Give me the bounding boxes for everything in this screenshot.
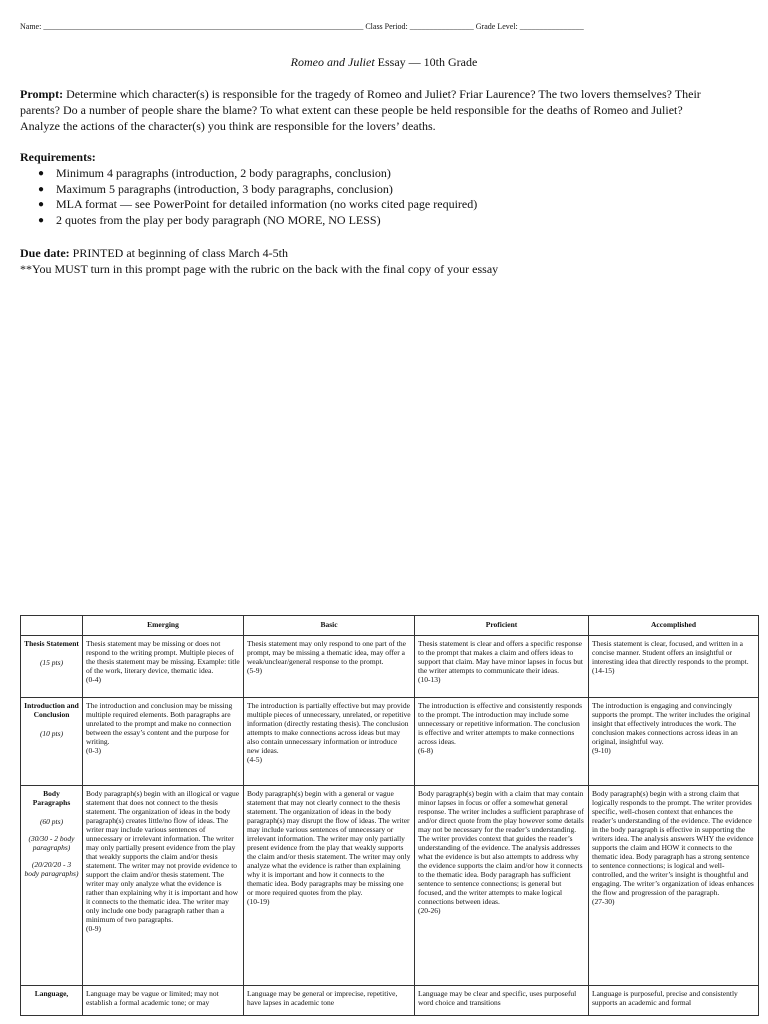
rubric-header-accomplished: Accomplished [589,616,759,636]
prompt-paragraph [20,86,710,134]
rubric-header-emerging: Emerging [83,616,244,636]
rubric-cell: The introduction is effective and consistently responds to the prompt. The introduction may include some unnecessary or repetitive information. The conclusion is effective and writer attempts to make connections across ideas. (6-8) [415,698,589,786]
rubric-row-body-paragraphs [21,786,759,986]
rubric-row-thesis [21,636,759,698]
class-period-blank[interactable]: ________________ [409,22,474,31]
requirements-heading: Requirements: [20,150,96,164]
rubric-header-basic: Basic [244,616,415,636]
criterion-cell: Body Paragraphs (60 pts) (30/30 - 2 body paragraphs) (20/20/20 - 3 body paragraphs) [21,786,83,986]
rubric-cell: The introduction is engaging and convincingly supports the prompt. The writer includes the original insight that effectively introduces the work. The conclusion makes connections across ideas in an original, insightful way. (9-10) [589,698,759,786]
document-title [0,55,768,70]
rubric-cell: Thesis statement may only respond to one part of the prompt, may be missing a thematic idea, may offer a weak/unclear/general response to the prompt. (5-9) [244,636,415,698]
requirement-item: ● MLA format — see PowerPoint for detailed information (no works cited page required) [38,197,478,211]
rubric-cell: Body paragraph(s) begin with a claim that may contain minor lapses in focus or offer a somewhat general response. The writer includes a sufficient paraphrase of and/or direct quote from the play however some details may not be necessary for the reader’s understanding. The writer provides context that guides the reader’s understanding of the evidence. The analysis addresses what the evidence is but also attempts to address why the evidence supports the claim and/or how it connects to the thematic idea. Body paragraph has sufficient sentence to sentence connections; is general but focused, and the writer attempts to make logical connections between ideas. (20-26) [415,786,589,986]
prompt-label: Prompt: [20,87,64,101]
requirement-item: ● Maximum 5 paragraphs (introduction, 3 body paragraphs, conclusion) [38,181,393,196]
rubric-cell: The introduction and conclusion may be missing multiple required elements. Both paragraphs are unrelated to the prompt and make no connection between the essay’s content and the purpose for writing. (0-3) [83,698,244,786]
rubric-cell: Body paragraph(s) begin with a strong claim that logically responds to the prompt. The writer provides specific, well-chosen context that enhances the reader’s understanding of the evidence. The evidence in the body paragraph is effective in supporting the writers idea. The analysis answers WHY the evidence supports the claim and HOW it connects to the thematic idea. Body paragraph has a strong sentence to sentence connections; is logical and well-controlled, and the writer’s insight is thoughtful and engaging. The writer’s organization of ideas enhances the flow and progression of the paragraph. (27-30) [589,786,759,986]
bullet-icon: ● [38,199,45,210]
due-date-text: PRINTED at beginning of class March 4-5th [69,246,288,260]
rubric-cell: Language is purposeful, precise and consistently supports an academic and formal [589,986,759,1016]
title-rest: Essay — 10th Grade [374,55,478,69]
bullet-icon: ● [38,183,45,195]
student-info-line [20,22,760,31]
requirement-item: ● Minimum 4 paragraphs (introduction, 2 body paragraphs, conclusion) [38,166,391,180]
rubric-cell: Language may be clear and specific, uses purposeful word choice and transitions [415,986,589,1016]
bullet-icon: ● [38,168,45,179]
bullet-icon: ● [38,214,45,226]
rubric-row-language [21,986,759,1016]
rubric-cell: Thesis statement is clear and offers a specific response to the prompt that makes a claim and offers ideas to support that claim. May have minor lapses in focus but the writer attempts to communicate their ideas. (10-13) [415,636,589,698]
name-label: Name: [20,22,42,31]
name-blank[interactable]: ________________________________________________________________________________ [43,22,364,31]
rubric-cell: Language may be general or imprecise, repetitive, have lapses in academic tone [244,986,415,1016]
rubric-table [20,615,759,1016]
class-period-label: Class Period: [365,22,408,31]
prompt-text: Determine which character(s) is responsible for the tragedy of Romeo and Juliet? Friar Laurence? The two lovers themselves? Their parents? Do a number of people share the blame? To what extent can these people be held responsible for the deaths of Romeo and Juliet? Analyze the actions of the character(s) you think are responsible for the lovers’ deaths. [20,87,701,133]
criterion-cell: Introduction and Conclusion (10 pts) [21,698,83,786]
requirement-item: ● 2 quotes from the play per body paragraph (NO MORE, NO LESS) [38,212,381,227]
rubric-cell: Thesis statement may be missing or does not respond to the writing prompt. Multiple pieces of the thesis statement may be missing. Example: title of the work, literary device, thematic idea. (0-4) [83,636,244,698]
rubric-header-proficient: Proficient [415,616,589,636]
due-date-line [20,246,720,262]
grade-level-blank[interactable]: ________________ [519,22,584,31]
criterion-cell: Thesis Statement (15 pts) [21,636,83,698]
grade-level-label: Grade Level: [475,22,518,31]
requirements-list [38,166,477,228]
rubric-cell: The introduction is partially effective but may provide multiple pieces of unnecessary, unrelated, or repetitive information (directly restating thesis). The conclusion attempts to make connections across ideas but may also contain unnecessary information or introduce new ideas. (4-5) [244,698,415,786]
rubric-header-row [21,616,759,636]
rubric-cell: Thesis statement is clear, focused, and written in a concise manner. Student offers an insightful or interesting idea that directly responds to the prompt. (14-15) [589,636,759,698]
rubric-cell: Body paragraph(s) begin with an illogical or vague statement that does not connect to the thesis statement. The organization of ideas in the body paragraph(s) creates little/no flow of ideas. The writer may include various sentences of unnecessary or irrelevant information. The writer may only partially present evidence from the play that weakly supports the claim and/or thesis statement. The writer may not provide evidence to support the claim and/or thesis statement. The writer may only analyze what the evidence is rather than explaining why it is important and how it connects to the thematic idea. The writer may only include one body paragraph rather than a minimum of two paragraphs. (0-9) [83,786,244,986]
turn-in-note: **You MUST turn in this prompt page with the rubric on the back with the final copy of your essay [20,261,499,276]
due-date-label: Due date: [20,246,70,260]
rubric-header-blank [21,616,83,636]
rubric-cell: Language may be vague or limited; may not establish a formal academic tone; or may [83,986,244,1016]
title-work: Romeo and Juliet [290,55,375,69]
due-date-section [20,246,720,277]
criterion-cell: Language, [21,986,83,1016]
rubric-cell: Body paragraph(s) begin with a general or vague statement that may not clearly connect to the thesis statement. The organization of ideas in the body paragraph(s) may disrupt the flow of ideas. The writer may include various sentences of unnecessary or irrelevant information. The writer may only partially present evidence from the play that weakly supports the claim and/or thesis statement. The writer may only analyze what the evidence is rather than explaining why it is important and how it connects to the thematic idea. Body paragraphs may be missing one or more required quotes from the play. (10-19) [244,786,415,986]
rubric-row-intro-conclusion [21,698,759,786]
